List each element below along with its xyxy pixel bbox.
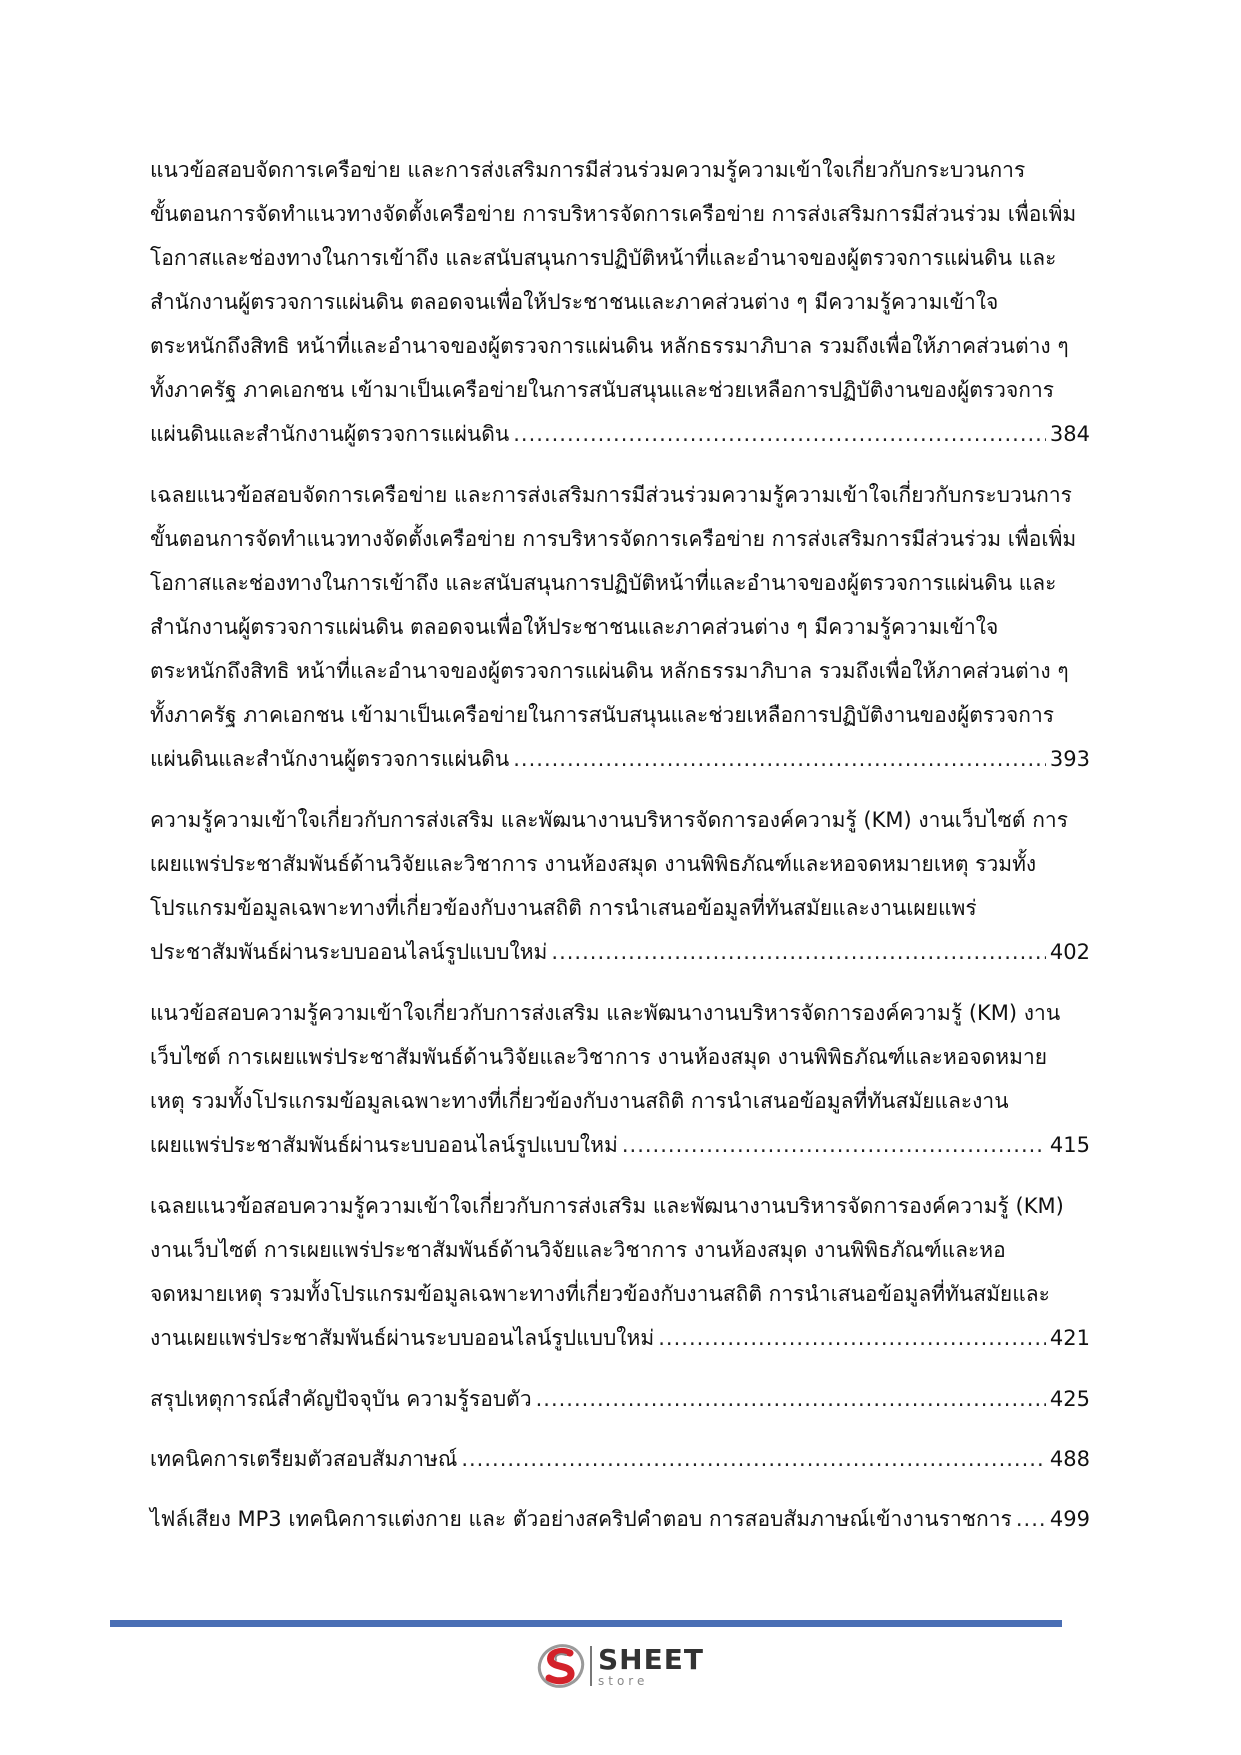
toc-page-number: 393	[1049, 747, 1090, 771]
toc-entry[interactable]	[150, 148, 1090, 456]
toc-entry-last-line	[150, 1123, 1090, 1167]
toc-entry-line: แนวข้อสอบความรู้ความเข้าใจเกี่ยวกับการส่งเสริม และพัฒนางานบริหารจัดการองค์ความรู้ (KM) งาน	[150, 1001, 1061, 1025]
logo-divider	[590, 1646, 592, 1686]
toc-entry-line: โอกาสและช่องทางในการเข้าถึง และสนับสนุนการปฏิบัติหน้าที่และอำนาจของผู้ตรวจการแผ่นดิน และ	[150, 571, 1057, 595]
toc-entry-line: ทั้งภาครัฐ ภาคเอกชน เข้ามาเป็นเครือข่ายในการสนับสนุนและช่วยเหลือการปฏิบัติงานของผู้ตรวจการ	[150, 378, 1055, 402]
toc-entry-line: สำนักงานผู้ตรวจการแผ่นดิน ตลอดจนเพื่อให้ประชาชนและภาคส่วนต่าง ๆ มีความรู้ความเข้าใจ	[150, 290, 999, 314]
toc-entry-line: ทั้งภาครัฐ ภาคเอกชน เข้ามาเป็นเครือข่ายในการสนับสนุนและช่วยเหลือการปฏิบัติงานของผู้ตรวจการ	[150, 703, 1055, 727]
toc-entry-line: เหตุ รวมทั้งโปรแกรมข้อมูลเฉพาะทางที่เกี่ยวข้องกับงานสถิติ การนำเสนอข้อมูลที่ทันสมัยและงาน	[150, 1089, 1009, 1113]
toc-entry-last-line	[150, 1377, 1090, 1421]
toc-entry-line: แผ่นดินและสำนักงานผู้ตรวจการแผ่นดิน	[150, 747, 510, 771]
toc-entry-line: เผยแพร่ประชาสัมพันธ์ด้านวิจัยและวิชาการ งานห้องสมุด งานพิพิธภัณฑ์และหอจดหมายเหตุ รวมทั้ง	[150, 852, 1037, 876]
toc-entry-last-line	[150, 930, 1090, 974]
toc-entry-line: งานเว็บไซต์ การเผยแพร่ประชาสัมพันธ์ด้านวิจัยและวิชาการ งานห้องสมุด งานพิพิธภัณฑ์และหอ	[150, 1238, 1006, 1262]
toc-entry-line: สำนักงานผู้ตรวจการแผ่นดิน ตลอดจนเพื่อให้ประชาชนและภาคส่วนต่าง ๆ มีความรู้ความเข้าใจ	[150, 615, 999, 639]
toc-page-number: 499	[1049, 1507, 1090, 1531]
toc-page-number: 488	[1049, 1447, 1090, 1471]
toc-entry-last-line	[150, 1497, 1090, 1541]
toc-entry-line: จดหมายเหตุ รวมทั้งโปรแกรมข้อมูลเฉพาะทางที่เกี่ยวข้องกับงานสถิติ การนำเสนอข้อมูลที่ทันสมัยและ	[150, 1282, 1050, 1306]
toc-entry-last-line	[150, 737, 1090, 781]
sheet-store-logo	[536, 1640, 704, 1692]
logo-word: SHEET	[598, 1642, 704, 1676]
toc-page-number: 402	[1049, 940, 1090, 964]
logo-wordmark	[598, 1642, 704, 1688]
dot-leader	[513, 737, 1046, 781]
toc-entry-line: เฉลยแนวข้อสอบจัดการเครือข่าย และการส่งเสริมการมีส่วนร่วมความรู้ความเข้าใจเกี่ยวกับกระบวนการ	[150, 483, 1072, 507]
toc-entry[interactable]	[150, 1497, 1090, 1541]
toc-entry-last-line	[150, 1437, 1090, 1481]
table-of-contents	[150, 148, 1090, 1541]
toc-entry-line: แผ่นดินและสำนักงานผู้ตรวจการแผ่นดิน	[150, 422, 510, 446]
toc-page-number: 415	[1049, 1133, 1090, 1157]
toc-entry-line: เฉลยแนวข้อสอบความรู้ความเข้าใจเกี่ยวกับการส่งเสริม และพัฒนางานบริหารจัดการองค์ความรู้ (KM)	[150, 1194, 1064, 1218]
toc-entry-line: ตระหนักถึงสิทธิ หน้าที่และอำนาจของผู้ตรวจการแผ่นดิน หลักธรรมาภิบาล รวมถึงเพื่อให้ภาคส่วนต่าง ๆ	[150, 659, 1069, 683]
toc-entry[interactable]	[150, 991, 1090, 1167]
toc-entry[interactable]	[150, 798, 1090, 974]
toc-entry[interactable]	[150, 1377, 1090, 1421]
toc-entry-line: ขั้นตอนการจัดทำแนวทางจัดตั้งเครือข่าย การบริหารจัดการเครือข่าย การส่งเสริมการมีส่วนร่วม เพื่อเพิ่ม	[150, 202, 1077, 226]
toc-entry-line: แนวข้อสอบจัดการเครือข่าย และการส่งเสริมการมีส่วนร่วมความรู้ความเข้าใจเกี่ยวกับกระบวนการ	[150, 158, 1026, 182]
toc-entry[interactable]	[150, 1437, 1090, 1481]
toc-entry-line: ประชาสัมพันธ์ผ่านระบบออนไลน์รูปแบบใหม่	[150, 940, 548, 964]
toc-entry-line: ความรู้ความเข้าใจเกี่ยวกับการส่งเสริม และพัฒนางานบริหารจัดการองค์ความรู้ (KM) งานเว็บไซต์ การ	[150, 808, 1069, 832]
dot-leader	[622, 1123, 1046, 1167]
toc-entry-line: เผยแพร่ประชาสัมพันธ์ผ่านระบบออนไลน์รูปแบบใหม่	[150, 1133, 618, 1157]
dot-leader	[461, 1437, 1046, 1481]
dot-leader	[658, 1316, 1046, 1360]
toc-entry[interactable]	[150, 1184, 1090, 1360]
dot-leader	[513, 412, 1046, 456]
toc-entry-line: ตระหนักถึงสิทธิ หน้าที่และอำนาจของผู้ตรวจการแผ่นดิน หลักธรรมาภิบาล รวมถึงเพื่อให้ภาคส่วนต่าง ๆ	[150, 334, 1069, 358]
toc-entry-line: สรุปเหตุการณ์สำคัญปัจจุบัน ความรู้รอบตัว	[150, 1387, 532, 1411]
toc-entry-line: เว็บไซต์ การเผยแพร่ประชาสัมพันธ์ด้านวิจัยและวิชาการ งานห้องสมุด งานพิพิธภัณฑ์และหอจดหมาย	[150, 1045, 1048, 1069]
toc-page-number: 384	[1049, 422, 1090, 446]
logo-subtext: store	[598, 1673, 649, 1688]
toc-entry-last-line	[150, 412, 1090, 456]
toc-entry-line: เทคนิคการเตรียมตัวสอบสัมภาษณ์	[150, 1447, 458, 1471]
dot-leader	[536, 1377, 1046, 1421]
dot-leader	[1016, 1497, 1046, 1541]
dot-leader	[551, 930, 1046, 974]
toc-entry-line: ขั้นตอนการจัดทำแนวทางจัดตั้งเครือข่าย การบริหารจัดการเครือข่าย การส่งเสริมการมีส่วนร่วม เพื่อเพิ่ม	[150, 527, 1077, 551]
toc-page-number: 425	[1049, 1387, 1090, 1411]
toc-page-number: 421	[1049, 1326, 1090, 1350]
toc-entry-line: ไฟล์เสียง MP3 เทคนิคการแต่งกาย และ ตัวอย่างสคริปคำตอบ การสอบสัมภาษณ์เข้างานราชการ	[150, 1507, 1012, 1531]
toc-entry[interactable]	[150, 473, 1090, 781]
toc-entry-last-line	[150, 1316, 1090, 1360]
footer-divider	[110, 1620, 1062, 1627]
toc-entry-line: โอกาสและช่องทางในการเข้าถึง และสนับสนุนการปฏิบัติหน้าที่และอำนาจของผู้ตรวจการแผ่นดิน และ	[150, 246, 1057, 270]
toc-entry-line: งานเผยแพร่ประชาสัมพันธ์ผ่านระบบออนไลน์รูปแบบใหม่	[150, 1326, 655, 1350]
sheet-store-logo-icon	[536, 1641, 586, 1691]
toc-entry-line: โปรแกรมข้อมูลเฉพาะทางที่เกี่ยวข้องกับงานสถิติ การนำเสนอข้อมูลที่ทันสมัยและงานเผยแพร่	[150, 896, 977, 920]
